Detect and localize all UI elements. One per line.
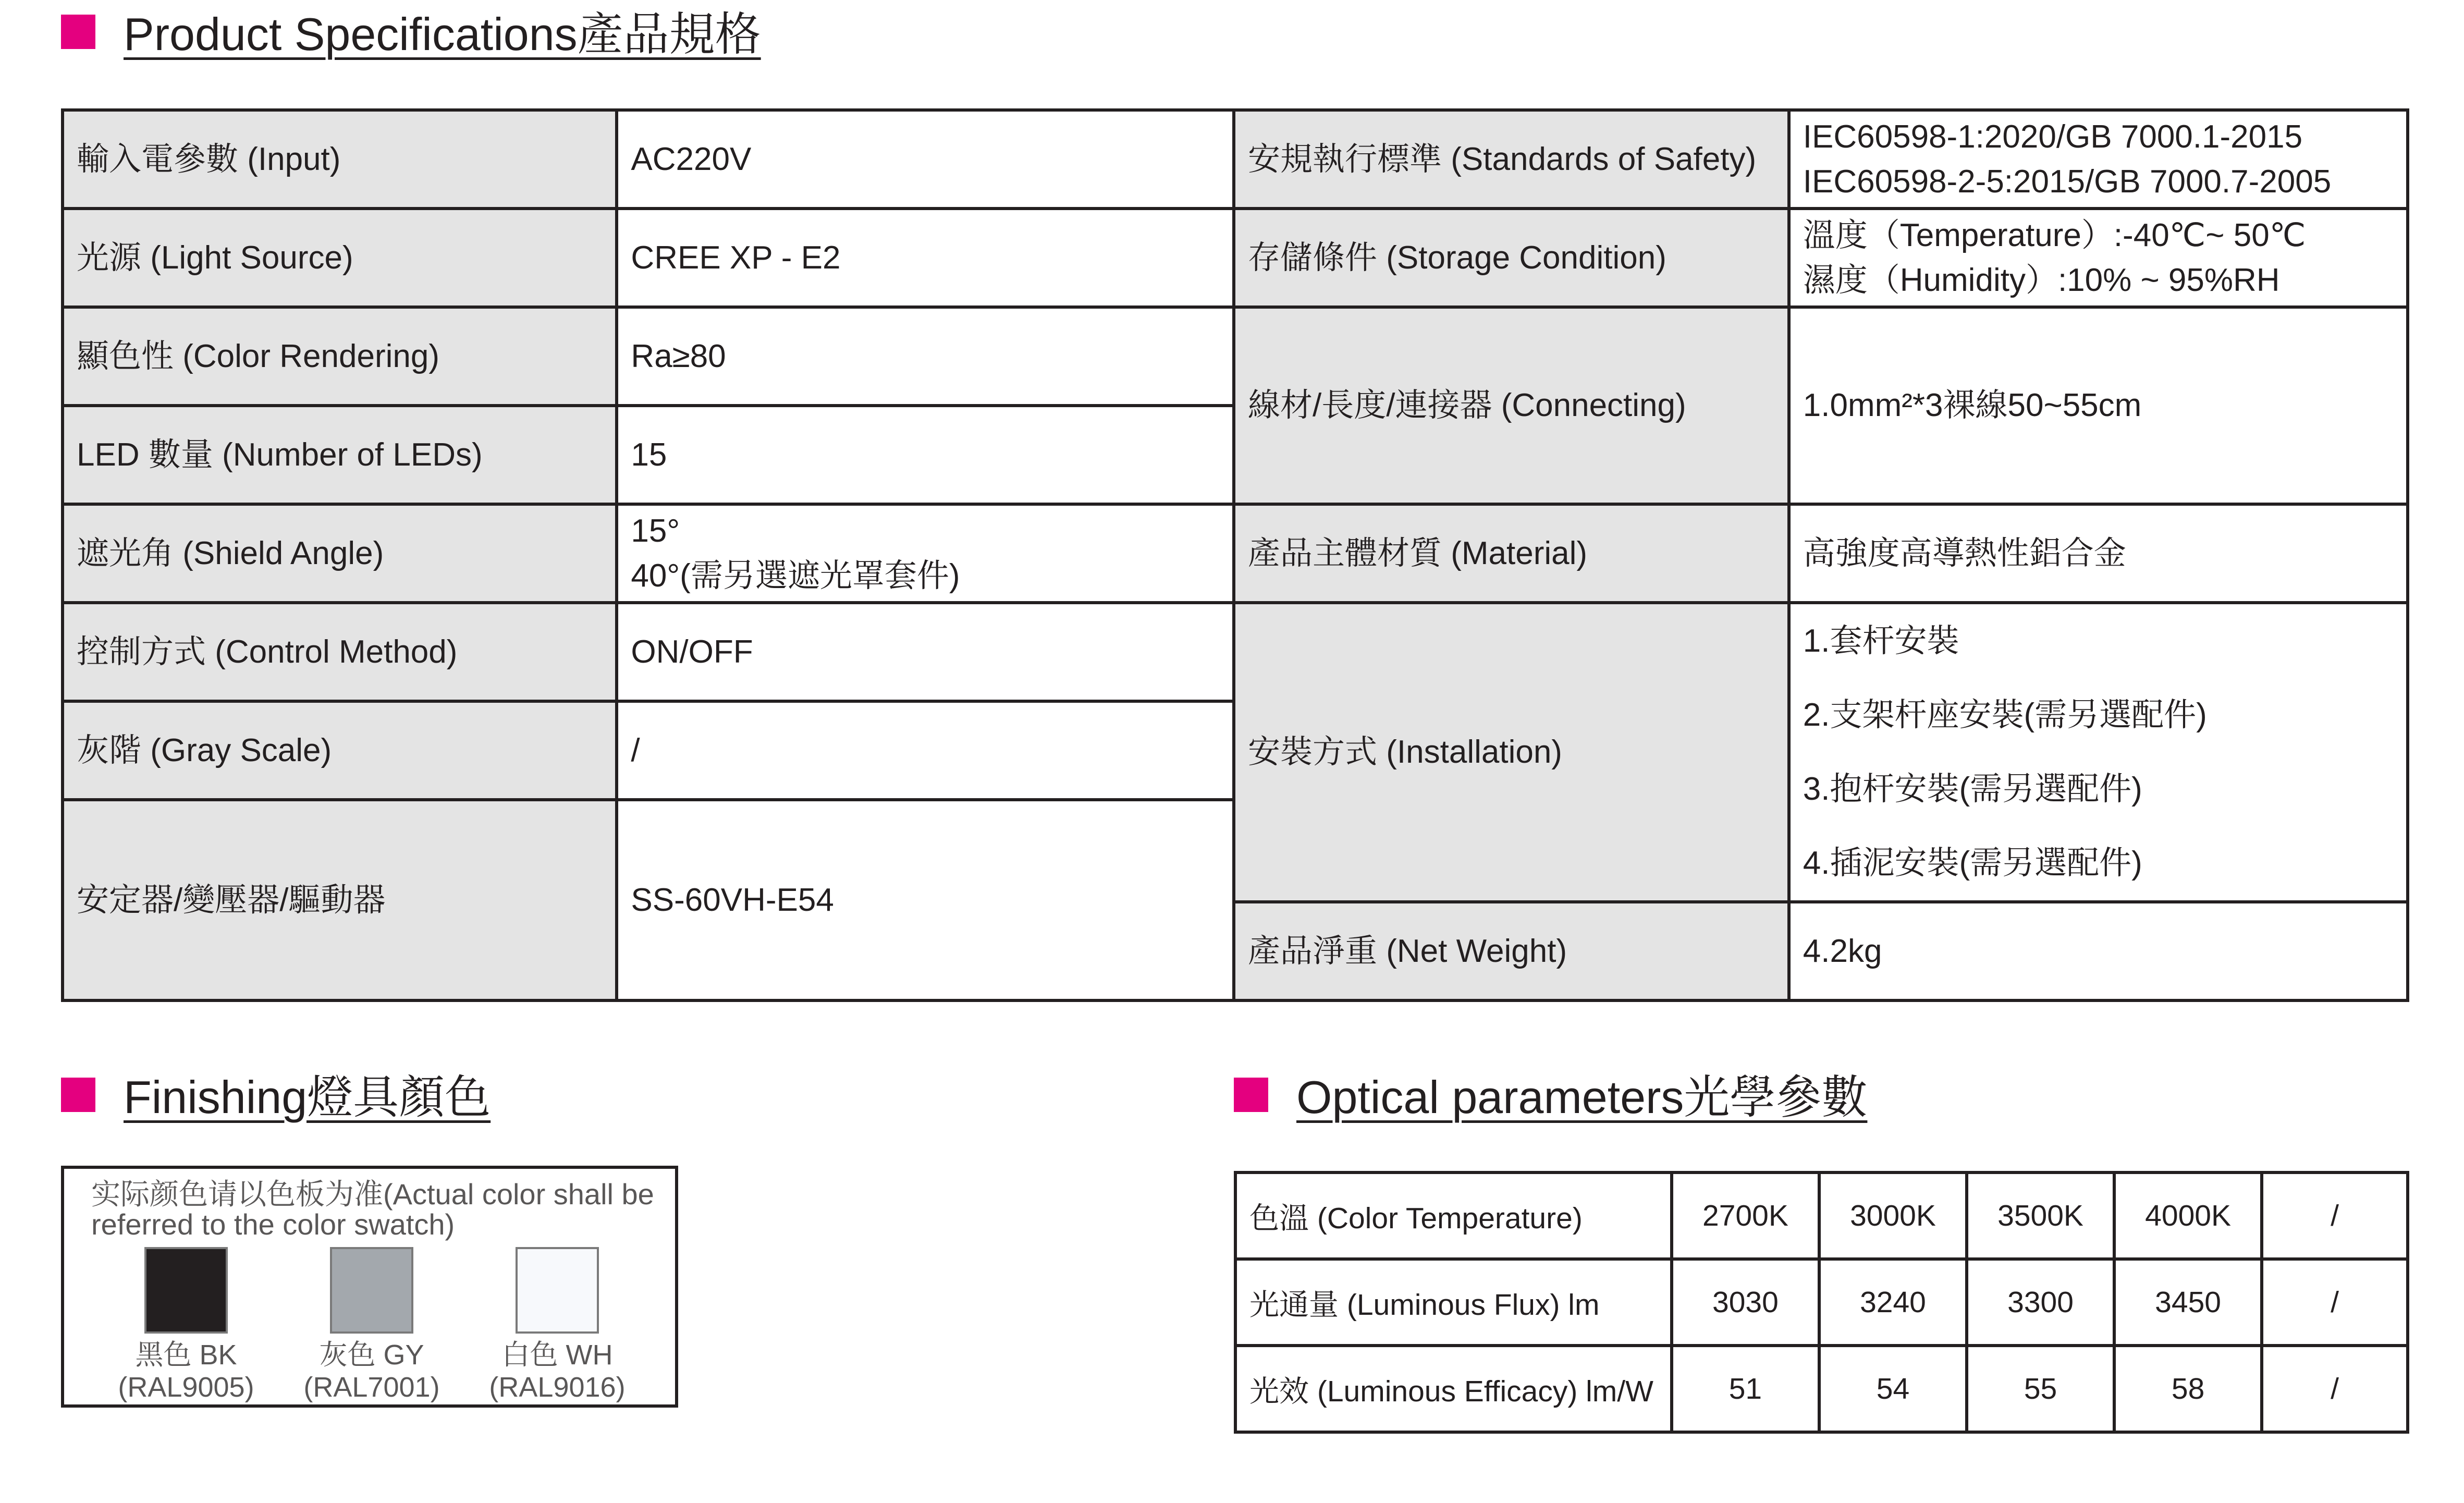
swatch-name: 灰色 GY (319, 1339, 424, 1371)
spec-label: 控制方式 (Control Method) (63, 603, 617, 701)
table-row (63, 110, 2408, 209)
spec-value (1789, 209, 2408, 307)
section-header-specifications (61, 3, 895, 66)
section-marker (61, 1078, 95, 1112)
swatch-label (299, 1339, 445, 1403)
optical-value: 3030 (1672, 1259, 1819, 1346)
optical-value: 3000K (1819, 1172, 1967, 1259)
swatch-black (144, 1247, 228, 1334)
optical-value: 51 (1672, 1346, 1819, 1432)
spec-value: 15 (617, 406, 1234, 504)
swatch-gray (330, 1247, 413, 1334)
spec-value: ON/OFF (617, 603, 1234, 701)
optical-value: 3450 (2114, 1259, 2262, 1346)
optical-label: 光效 (Luminous Efficacy) lm/W (1235, 1346, 1672, 1432)
spec-label: 線材/長度/連接器 (Connecting) (1234, 307, 1789, 504)
spec-value: / (617, 701, 1234, 800)
section-header-finishing (61, 1066, 687, 1129)
spec-value-line: IEC60598-1:2020/GB 7000.1-2015 (1803, 118, 2303, 155)
spec-value-line: 2.支架杆座安裝(需另選配件) (1803, 697, 2207, 733)
spec-table (61, 108, 2409, 1002)
swatch-code: (RAL9005) (118, 1372, 254, 1403)
spec-value: AC220V (617, 110, 1234, 209)
section-marker (61, 15, 95, 49)
spec-label: 遮光角 (Shield Angle) (63, 504, 617, 603)
optical-value: 3500K (1967, 1172, 2114, 1259)
swatch-name: 黑色 BK (135, 1339, 237, 1371)
spec-value: 1.0mm²*3裸線50~55cm (1789, 307, 2408, 504)
spec-label: 產品淨重 (Net Weight) (1234, 902, 1789, 1000)
table-row (63, 209, 2408, 307)
spec-value: 高強度高導熱性鋁合金 (1789, 504, 2408, 603)
section-header-optical (1234, 1066, 2068, 1129)
spec-value (1789, 110, 2408, 209)
swatch-name: 白色 WH (501, 1339, 613, 1371)
optical-value: 3240 (1819, 1259, 1967, 1346)
optical-label: 光通量 (Luminous Flux) lm (1235, 1259, 1672, 1346)
optical-label: 色溫 (Color Temperature) (1235, 1172, 1672, 1259)
spec-label: 安規執行標準 (Standards of Safety) (1234, 110, 1789, 209)
optical-value: / (2262, 1346, 2408, 1432)
spec-value-line: 4.插泥安裝(需另選配件) (1803, 845, 2142, 881)
spec-label: 安裝方式 (Installation) (1234, 603, 1789, 902)
section-title: Product Specifications產品規格 (124, 8, 761, 60)
spec-label: 安定器/變壓器/驅動器 (63, 800, 617, 1000)
table-row (1235, 1346, 2408, 1432)
optical-value: 3300 (1967, 1259, 2114, 1346)
section-title: Finishing燈具顏色 (124, 1071, 491, 1123)
spec-label: 顯色性 (Color Rendering) (63, 307, 617, 406)
table-row (63, 603, 2408, 701)
spec-value-line: 15° (631, 512, 680, 549)
swatch-label (113, 1339, 259, 1403)
finishing-swatch-box (61, 1166, 678, 1408)
spec-value-line: 3.抱杆安裝(需另選配件) (1803, 771, 2142, 807)
table-row (63, 307, 2408, 406)
spec-value (617, 504, 1234, 603)
spec-value-line: 40°(需另選遮光罩套件) (631, 557, 960, 594)
spec-label: 光源 (Light Source) (63, 209, 617, 307)
finishing-note: 实际颜色请以色板为准(Actual color shall be referred to the color swatch) (91, 1178, 654, 1241)
spec-value-line: 1.套杆安裝 (1803, 623, 1959, 659)
spec-label: 產品主體材質 (Material) (1234, 504, 1789, 603)
spec-value: Ra≥80 (617, 307, 1234, 406)
spec-value: CREE XP - E2 (617, 209, 1234, 307)
table-row (63, 504, 2408, 603)
spec-label: 灰階 (Gray Scale) (63, 701, 617, 800)
optical-value: / (2262, 1259, 2408, 1346)
spec-value: 4.2kg (1789, 902, 2408, 1000)
spec-label: 輸入電參數 (Input) (63, 110, 617, 209)
spec-value-line: IEC60598-2-5:2015/GB 7000.7-2005 (1803, 163, 2332, 200)
table-row (1235, 1172, 2408, 1259)
optical-value: 4000K (2114, 1172, 2262, 1259)
spec-value (1789, 603, 2408, 902)
spec-value-line: 溫度（Temperature）:-40℃~ 50℃ (1803, 217, 2306, 253)
section-title: Optical parameters光學參數 (1296, 1071, 1868, 1123)
swatch-code: (RAL9016) (489, 1372, 626, 1403)
swatch-white (516, 1247, 599, 1334)
spec-value: SS-60VH-E54 (617, 800, 1234, 1000)
optical-value: / (2262, 1172, 2408, 1259)
optical-value: 58 (2114, 1346, 2262, 1432)
swatch-code: (RAL7001) (303, 1372, 440, 1403)
section-marker (1234, 1078, 1268, 1112)
spec-label: LED 數量 (Number of LEDs) (63, 406, 617, 504)
table-row (1235, 1259, 2408, 1346)
spec-value-line: 濕度（Humidity）:10% ~ 95%RH (1803, 262, 2280, 298)
spec-label: 存儲條件 (Storage Condition) (1234, 209, 1789, 307)
optical-value: 55 (1967, 1346, 2114, 1432)
optical-table (1234, 1171, 2409, 1434)
optical-value: 54 (1819, 1346, 1967, 1432)
swatch-label (484, 1339, 630, 1403)
optical-value: 2700K (1672, 1172, 1819, 1259)
